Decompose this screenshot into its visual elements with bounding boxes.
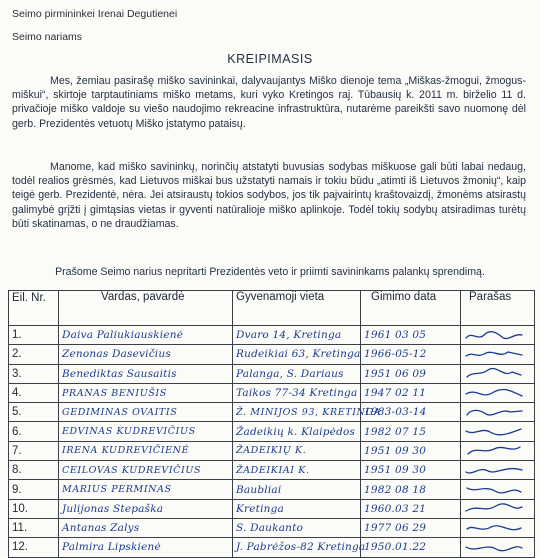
row-number: 9.	[9, 480, 59, 499]
signature-stroke	[466, 352, 522, 356]
signer-birth-date: 1982 07 15	[361, 422, 461, 441]
signer-birth-date: 1947 02 11	[361, 383, 461, 402]
signer-residence: Baubliai	[233, 480, 361, 499]
signature-table	[8, 290, 535, 558]
signer-name: CEILOVAS KUDREVIČIUS	[59, 461, 233, 480]
table-header-row	[9, 291, 535, 326]
signer-residence: Taikos 77-34 Kretinga	[233, 383, 361, 402]
signer-signature	[461, 422, 535, 441]
table-row	[9, 480, 535, 499]
signer-residence: Kretinga	[233, 499, 361, 518]
signer-name: PRANAS BENIUŠIS	[59, 383, 233, 402]
signer-name: Zenonas Dasevičius	[59, 345, 233, 364]
signer-name: Daiva Paliukiauskienė	[59, 326, 233, 345]
row-number: 3.	[9, 364, 59, 383]
signer-birth-date: 1951 09 30	[361, 461, 461, 480]
paragraph-argument: Manome, kad miško savininkų, norinčių atstatyti buvusias sodybas miškuose gali būti labai nedaug, todėl realios grėsmės, kad Lietuvos miškai bus užstatyti namais ir tokiu būdu „atimti iš Lietuvos žmonių“, kaip teigė gerb. Prezidentė, nėra. Jei atsiraustų tokios sodybos, jos tik pajvairintų kraštovaizdį, žmonėms atsirastų galimybė grįžti į gimtąsias vietas ir gyventi natūralioje miško aplinkoje. Todėl tokių sodybų atsiradimas turėtų būti skatinamas, o ne draudžiamas.	[12, 161, 526, 230]
table-row	[9, 364, 535, 383]
signer-residence: J. Pabrėžos-82 Kretinga	[233, 538, 361, 557]
row-number: 8.	[9, 461, 59, 480]
signer-birth-date: 1966-05-12	[361, 345, 461, 364]
table-row	[9, 422, 535, 441]
signer-signature	[461, 518, 535, 537]
row-number: 2.	[9, 345, 59, 364]
row-number: 1.	[9, 326, 59, 345]
row-number: 12.	[9, 538, 59, 557]
signer-name: EDVINAS KUDREVIČIUS	[59, 422, 233, 441]
signer-birth-date: 1977 06 29	[361, 518, 461, 537]
paragraph-intro: Mes, žemiau pasirašę miško savininkai, dalyvaujantys Miško dienoje tema „Miškas-žmogui, žmogus-miškui“, skirtoje tarptautiniams miško metams, kuri vyko Kretingos raj. Tūbausių k. 2011 m. birželio 11 d. privačioje miško valdoje su viešo naudojimo rekreacine infrastruktūra, nutarėme pareikšti savo nuomonę dėl gerb. Prezidentės vetuotų Miško įstatymo pataisų.	[12, 75, 526, 130]
signature-stroke	[466, 429, 521, 435]
table-row	[9, 461, 535, 480]
row-number: 10.	[9, 499, 59, 518]
signer-birth-date: 1951 06 09	[361, 364, 461, 383]
header-nr: Eil. Nr.	[9, 291, 59, 326]
row-number: 5.	[9, 403, 59, 422]
header-name: Vardas, pavardė	[59, 291, 233, 326]
signer-residence: Dvaro 14, Kretinga	[233, 326, 361, 345]
signature-stroke	[468, 447, 520, 454]
signer-residence: Ž. MINIJOS 93, KRETINGA	[233, 403, 361, 422]
signer-signature	[461, 326, 535, 345]
signer-residence: ŽADEIKIŲ K.	[233, 441, 361, 460]
signer-name: MARIUS PERMINAS	[59, 480, 233, 499]
table-row	[9, 518, 535, 537]
header-signature: Parašas	[461, 291, 535, 326]
table-row	[9, 383, 535, 402]
table-row	[9, 403, 535, 422]
handwritten-signature-mark	[464, 522, 524, 535]
signature-stroke	[466, 547, 522, 551]
handwritten-signature-mark	[464, 502, 524, 515]
document-title: KREIPIMASIS	[227, 52, 313, 66]
header-birth: Gimimo data	[361, 291, 461, 326]
signature-stroke	[467, 369, 521, 378]
signer-birth-date: 1960.03 21	[361, 499, 461, 518]
signer-birth-date: 1982 08 18	[361, 480, 461, 499]
cc-line: Seimo nariams	[12, 31, 83, 43]
row-number: 6.	[9, 422, 59, 441]
signature-stroke	[466, 331, 522, 338]
signature-stroke	[467, 488, 521, 493]
signer-signature	[461, 538, 535, 557]
table-row	[9, 538, 535, 557]
signer-signature	[461, 383, 535, 402]
recipient-line: Seimo pirmininkei Irenai Degutienei	[12, 8, 178, 20]
row-number: 7.	[9, 441, 59, 460]
table-row	[9, 345, 535, 364]
signer-name: Julijonas Stepaška	[59, 499, 233, 518]
row-number: 4.	[9, 383, 59, 402]
signature-stroke	[467, 525, 521, 529]
signer-birth-date: 1983-03-14	[361, 403, 461, 422]
signer-signature	[461, 364, 535, 383]
signer-signature	[461, 480, 535, 499]
request-line: Prašome Seimo narius nepritarti Prezidentės veto ir priimti savininkams palankų sprendimą.	[55, 266, 485, 278]
signer-residence: Rudeikiai 63, Kretinga	[233, 345, 361, 364]
table-row	[9, 499, 535, 518]
signature-stroke	[466, 468, 522, 472]
signer-signature	[461, 441, 535, 460]
signature-stroke	[466, 389, 522, 396]
signer-birth-date: 1950.01.22	[361, 538, 461, 557]
table-row	[9, 326, 535, 345]
signer-name: Benediktas Sausaitis	[59, 364, 233, 383]
signer-birth-date: 1951 09 30	[361, 441, 461, 460]
signer-signature	[461, 461, 535, 480]
signer-name: Antanas Zalys	[59, 518, 233, 537]
signature-stroke	[466, 504, 522, 511]
handwritten-signature-mark	[464, 483, 524, 496]
header-residence: Gyvenamoji vieta	[233, 291, 361, 326]
signer-name: Palmira Lipskienė	[59, 538, 233, 557]
handwritten-signature-mark	[464, 444, 524, 457]
table-row	[9, 441, 535, 460]
signer-residence: Palanga, S. Dariaus	[233, 364, 361, 383]
signer-signature	[461, 403, 535, 422]
signer-signature	[461, 345, 535, 364]
signature-stroke	[467, 410, 522, 415]
handwritten-signature-mark	[464, 541, 524, 554]
signer-name: GEDIMINAS OVAITIS	[59, 403, 233, 422]
handwritten-signature-mark	[464, 329, 524, 342]
handwritten-signature-mark	[464, 387, 524, 400]
signer-name: IRENA KUDREVIČIENĖ	[59, 441, 233, 460]
handwritten-signature-mark	[464, 367, 524, 380]
handwritten-signature-mark	[464, 425, 524, 438]
signer-residence: Žadeikių k. Klaipėdos	[233, 422, 361, 441]
signer-birth-date: 1961 03 05	[361, 326, 461, 345]
signer-residence: S. Daukanto	[233, 518, 361, 537]
signer-signature	[461, 499, 535, 518]
signer-residence: ŽADEIKIAI K.	[233, 461, 361, 480]
handwritten-signature-mark	[464, 464, 524, 477]
handwritten-signature-mark	[464, 348, 524, 361]
row-number: 11.	[9, 518, 59, 537]
handwritten-signature-mark	[464, 406, 524, 419]
